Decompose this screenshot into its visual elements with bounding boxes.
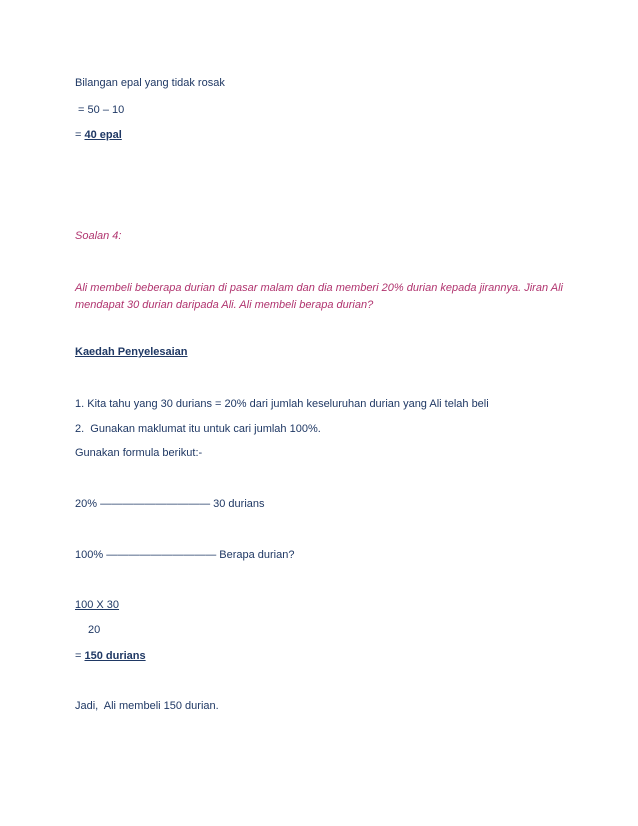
ratio-line-100: 100% —————————— Berapa durian?	[75, 549, 295, 561]
text-line-epal: Bilangan epal yang tidak rosak	[75, 77, 225, 89]
question-text: Ali membeli beberapa durian di pasar malam dan dia memberi 20% durian kepada jirannya. Jiran Ali mendapat 30 durian daripada Ali. Ali membeli berapa durian?	[75, 282, 563, 311]
fraction-numerator: 100 X 30	[75, 599, 120, 611]
answer-value: 150 durians	[84, 650, 146, 662]
answer-value: 40 epal	[84, 129, 122, 141]
question-heading: Soalan 4:	[75, 230, 122, 242]
method-heading: Kaedah Penyelesaian	[75, 346, 188, 358]
answer-line-durians	[75, 649, 146, 663]
fraction-denominator: 20	[88, 624, 101, 636]
step-2: 2. Gunakan maklumat itu untuk cari jumlah 100%.	[75, 423, 321, 435]
answer-prefix: =	[75, 129, 85, 141]
answer-line-epal	[75, 128, 122, 142]
answer-prefix: =	[75, 650, 85, 662]
step-1: 1. Kita tahu yang 30 durians = 20% dari jumlah keseluruhan durian yang Ali telah beli	[75, 398, 489, 410]
conclusion-line: Jadi, Ali membeli 150 durian.	[75, 700, 219, 712]
calculation-line: = 50 – 10	[75, 104, 125, 116]
ratio-line-20: 20% —————————— 30 durians	[75, 498, 265, 510]
formula-intro: Gunakan formula berikut:-	[75, 447, 203, 459]
